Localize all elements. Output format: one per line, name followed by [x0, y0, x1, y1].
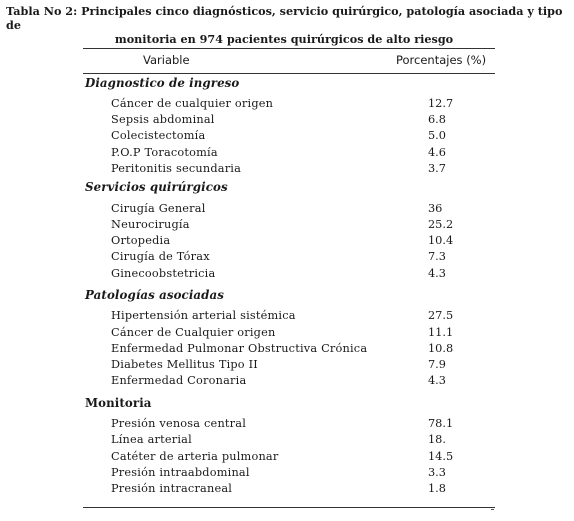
row-value: 7.3 [428, 250, 446, 263]
row-label: Enfermedad Pulmonar Obstructiva Crónica [111, 342, 368, 355]
column-header-variable: Variable [143, 53, 190, 67]
row-value: 3.3 [428, 466, 446, 479]
column-header-percent: Porcentajes (%) [396, 53, 487, 67]
row-label: Hipertensión arterial sistémica [111, 309, 296, 322]
row-label: Peritonitis secundaria [111, 162, 242, 175]
row-value: 4.6 [428, 146, 446, 159]
row-label: Sepsis abdominal [111, 113, 215, 126]
row-value: 18. [428, 433, 446, 446]
row-label: Cáncer de Cualquier origen [111, 326, 276, 339]
row-label: Cáncer de cualquier origen [111, 97, 274, 110]
row-label: Presión intraabdominal [111, 466, 250, 479]
row-label: P.O.P Toracotomía [111, 146, 218, 159]
bottom-rule-tick [491, 509, 494, 510]
row-label: Catéter de arteria pulmonar [111, 450, 279, 463]
top-rule [83, 48, 495, 49]
row-value: 11.1 [428, 326, 454, 339]
table-caption [6, 4, 572, 46]
section-title-diagnostico: Diagnostico de ingreso [85, 76, 240, 90]
row-value: 25.2 [428, 218, 454, 231]
row-value: 10.4 [428, 234, 454, 247]
row-label: Presión venosa central [111, 417, 247, 430]
row-value: 14.5 [428, 450, 454, 463]
row-value: 12.7 [428, 97, 454, 110]
row-label: Línea arterial [111, 433, 192, 446]
section-title-patologias: Patologías asociadas [85, 288, 224, 302]
row-label: Neurocirugía [111, 218, 190, 231]
caption-line-2: monitoria en 974 pacientes quirúrgicos de alto riesgo [114, 32, 454, 46]
row-value: 4.3 [428, 374, 446, 387]
row-value: 27.5 [428, 309, 454, 322]
bottom-rule [83, 507, 495, 508]
row-value: 4.3 [428, 267, 446, 280]
section-title-monitoria: Monitoria [85, 396, 152, 410]
row-value: 7.9 [428, 358, 446, 371]
row-label: Cirugía General [111, 202, 206, 215]
section-title-servicios: Servicios quirúrgicos [85, 180, 228, 194]
row-label: Ginecoobstetricia [111, 267, 216, 280]
row-value: 36 [428, 202, 443, 215]
header-rule [83, 73, 495, 74]
row-label: Cirugía de Tórax [111, 250, 210, 263]
row-value: 6.8 [428, 113, 446, 126]
row-label: Enfermedad Coronaria [111, 374, 247, 387]
row-label: Ortopedia [111, 234, 171, 247]
row-value: 78.1 [428, 417, 454, 430]
row-value: 10.8 [428, 342, 454, 355]
row-label: Diabetes Mellitus Tipo II [111, 358, 258, 371]
row-value: 1.8 [428, 482, 446, 495]
row-label: Presión intracraneal [111, 482, 233, 495]
row-label: Colecistectomía [111, 129, 206, 142]
caption-line-1: Tabla No 2: Principales cinco diagnósticos, servicio quirúrgico, patología asociada y tipo de [6, 4, 563, 32]
row-value: 3.7 [428, 162, 446, 175]
row-value: 5.0 [428, 129, 446, 142]
